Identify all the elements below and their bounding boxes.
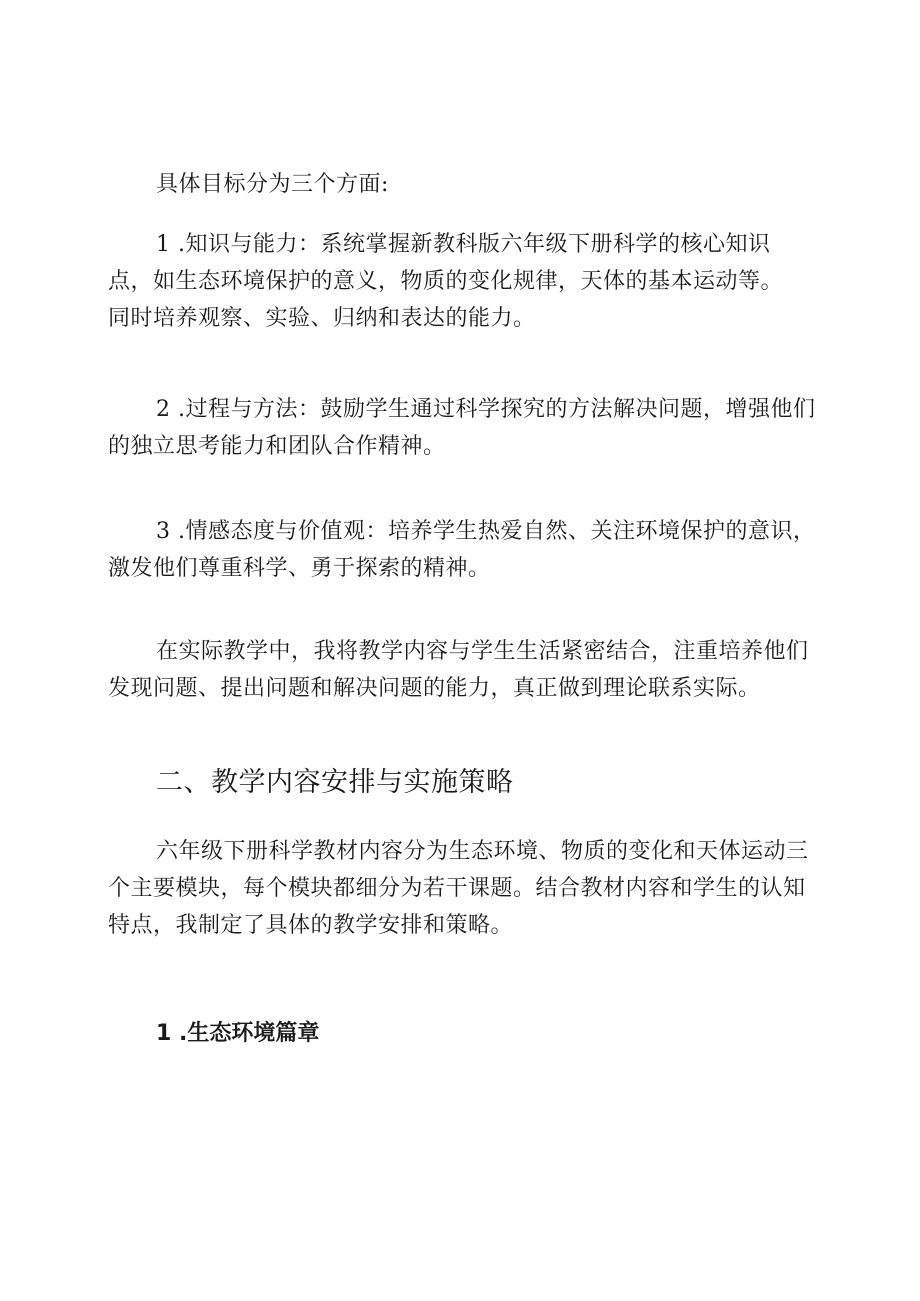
section-intro-paragraph (108, 833, 828, 944)
goal-knowledge-paragraph (108, 226, 828, 337)
goal-emotion-paragraph (108, 513, 828, 587)
goal-knowledge-line-3: 同时培养观察、实验、归纳和表达的能力。 (108, 306, 536, 331)
goal-process-line-1: 2 .过程与方法：鼓励学生通过科学探究的方法解决问题，增强他们 (156, 397, 816, 422)
goals-intro-paragraph (108, 166, 828, 203)
subsection-heading: 1 .生态环境篇章 (156, 1021, 320, 1046)
goal-process-line-2: 的独立思考能力和团队合作精神。 (108, 434, 446, 459)
section-heading: 二、教学内容安排与实施策略 (156, 767, 514, 798)
section-intro-line-1: 六年级下册科学教材内容分为生态环境、物质的变化和天体运动三 (156, 839, 809, 864)
goals-intro-line: 具体目标分为三个方面: (156, 172, 389, 197)
practice-paragraph (108, 633, 828, 707)
goal-knowledge-line-2: 点，如生态环境保护的意义，物质的变化规律，天体的基本运动等。 (108, 269, 784, 294)
section-intro-line-3: 特点，我制定了具体的教学安排和策略。 (108, 913, 514, 938)
goal-knowledge-line-1: 1 .知识与能力：系统掌握新教科版六年级下册科学的核心知识 (156, 232, 771, 257)
goal-emotion-line-1: 3 .情感态度与价值观：培养学生热爱自然、关注环境保护的意识， (156, 519, 816, 544)
goal-process-paragraph (108, 391, 828, 465)
goal-emotion-line-2: 激发他们尊重科学、勇于探索的精神。 (108, 556, 491, 581)
practice-line-1: 在实际教学中，我将教学内容与学生生活紧密结合，注重培养他们 (156, 639, 809, 664)
section-intro-line-2: 个主要模块，每个模块都细分为若干课题。结合教材内容和学生的认知 (108, 876, 806, 901)
practice-line-2: 发现问题、提出问题和解决问题的能力，真正做到理论联系实际。 (108, 676, 761, 701)
